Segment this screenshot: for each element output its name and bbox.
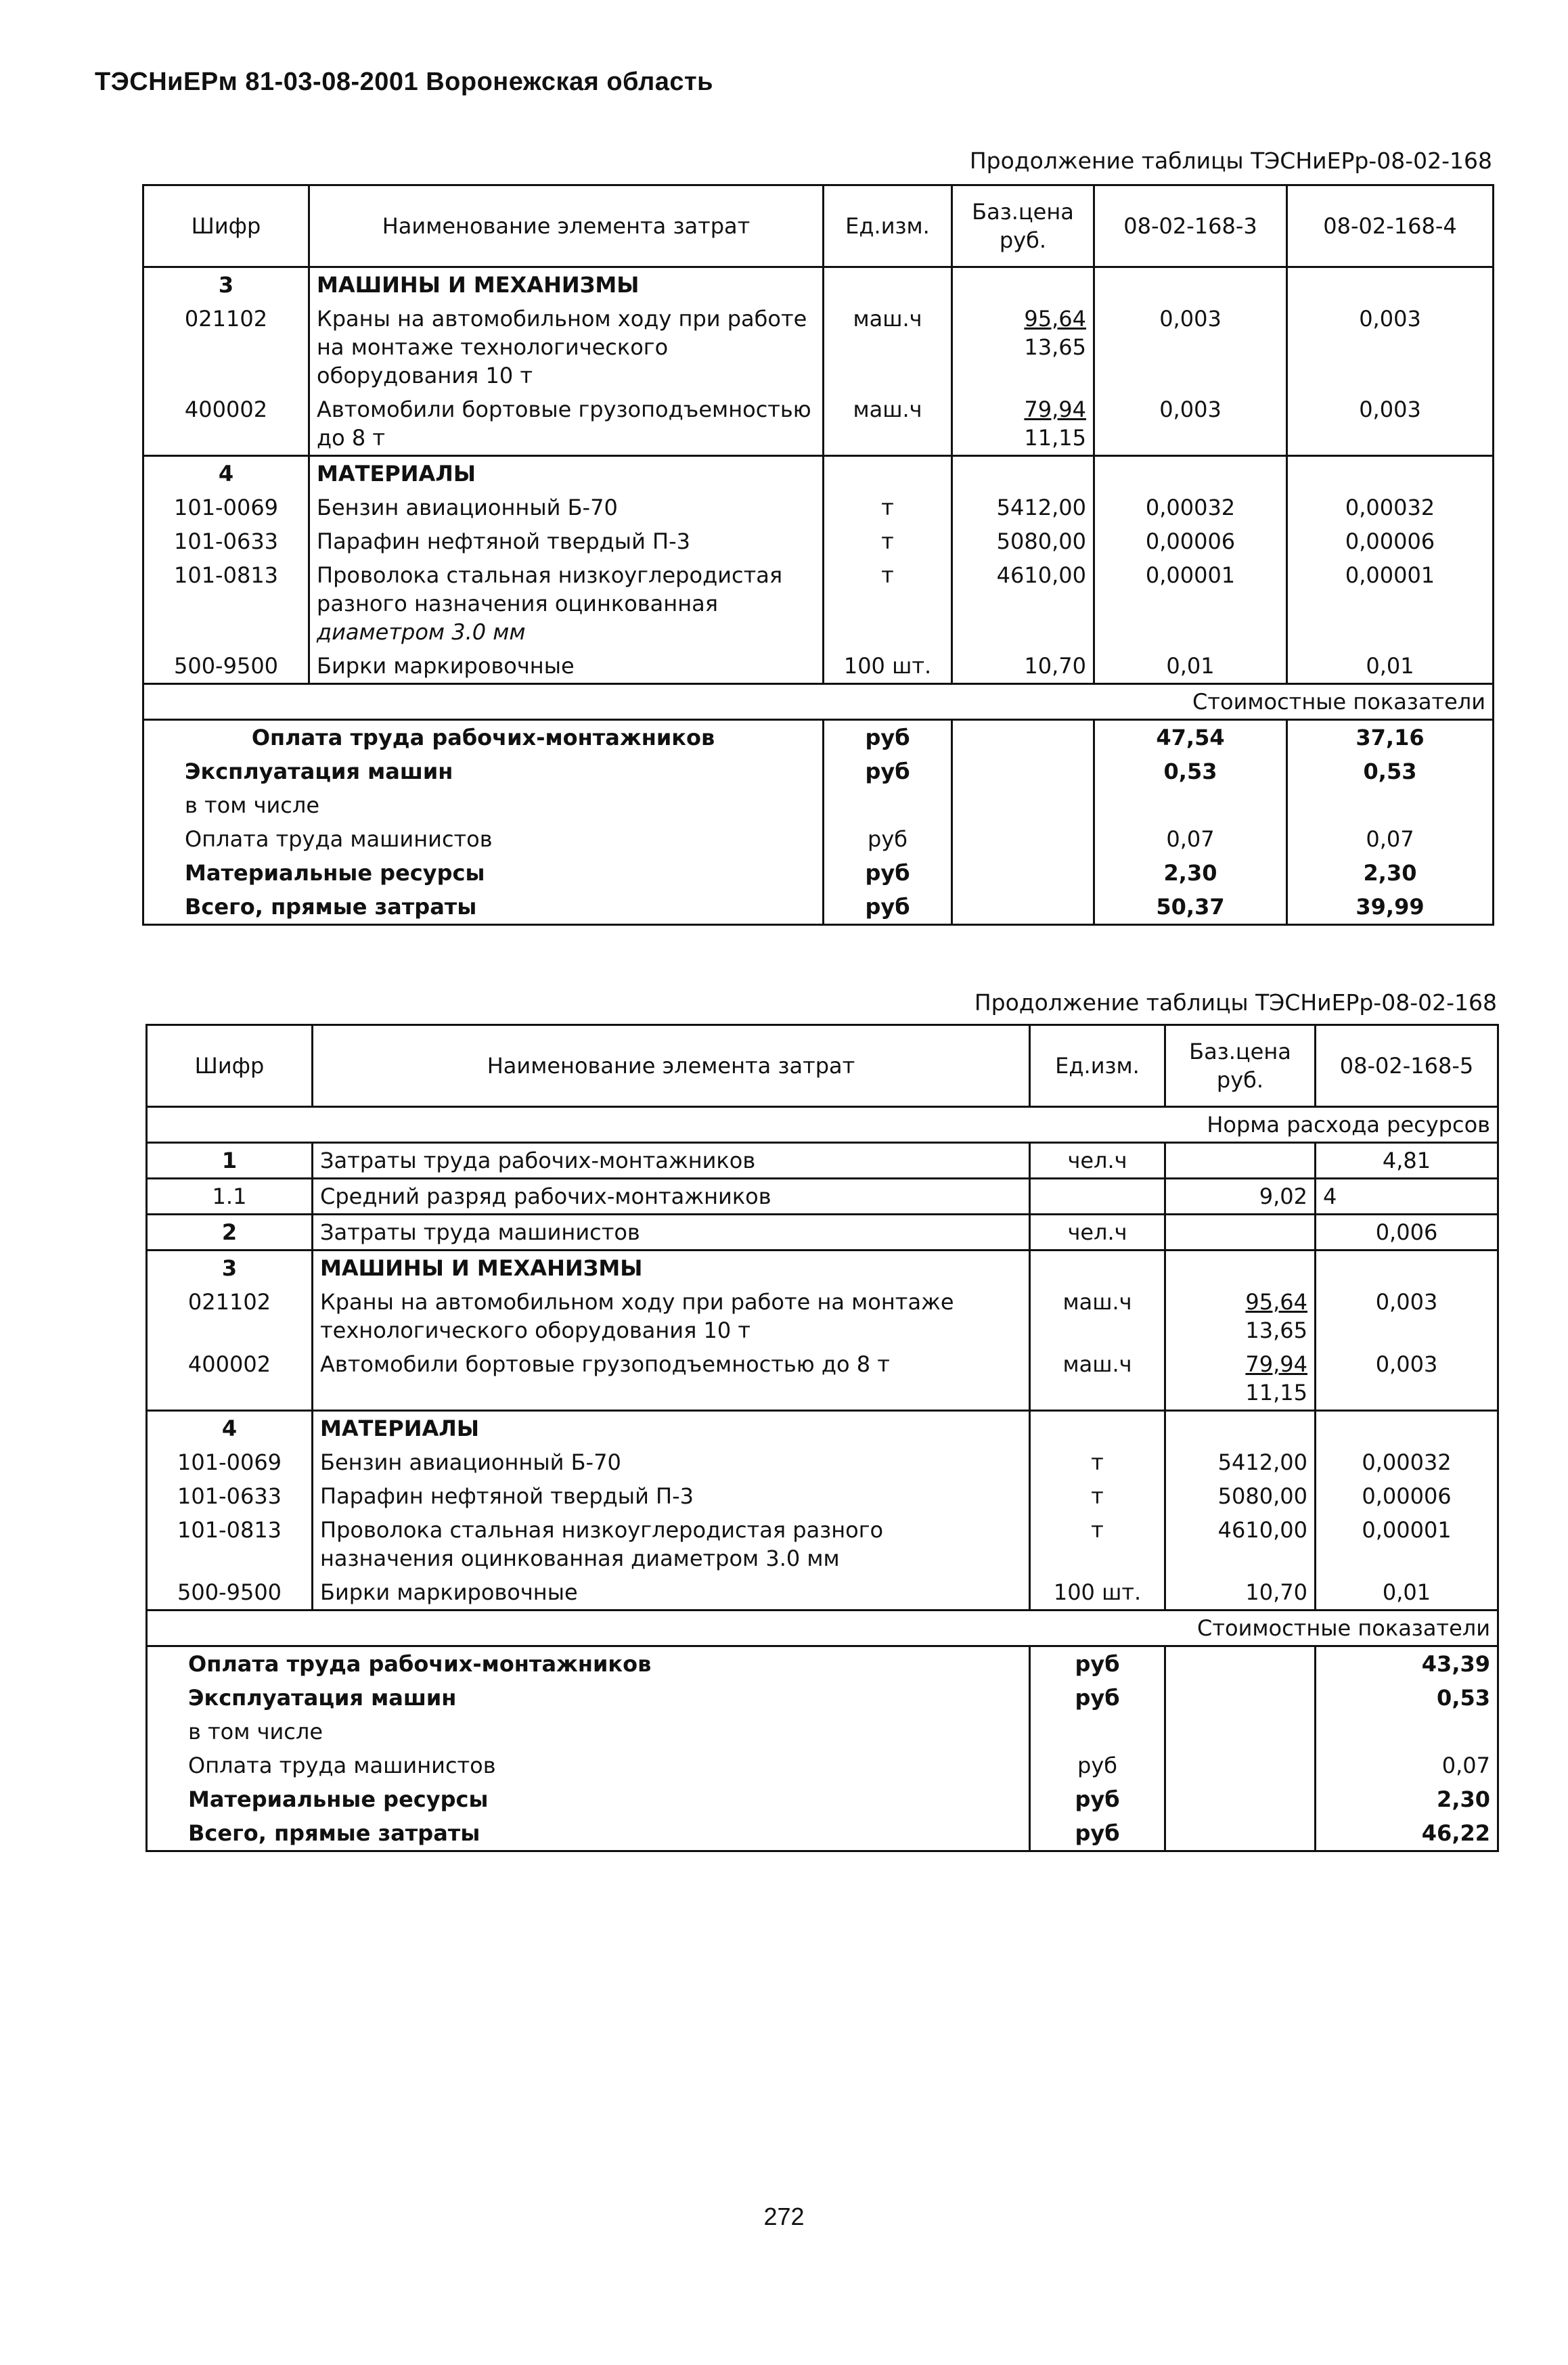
row-name: [309, 558, 824, 649]
table-row: [147, 1347, 1498, 1411]
row-value-1: 0,00032: [1316, 1445, 1498, 1479]
table1-cost-header-row: [143, 684, 1494, 720]
price-wage: 11,15: [1245, 1380, 1307, 1405]
row-unit: т: [824, 524, 952, 558]
table-row: [143, 302, 1494, 392]
row-value-1: 0,003: [1316, 1347, 1498, 1411]
table2-norm-header-row: [147, 1107, 1498, 1143]
labor-name: Средний разряд рабочих-монтажников: [313, 1179, 1030, 1215]
cost-unit: руб: [824, 754, 952, 788]
table1-section-3: [143, 267, 1494, 302]
row-unit: маш.ч: [1030, 1347, 1165, 1411]
row-unit: т: [824, 491, 952, 524]
table1-continuation: Продолжение таблицы ТЭСНиЕРр-08-02-168: [969, 148, 1492, 174]
row-name: Автомобили бортовые грузоподъемностью до 8 т: [313, 1347, 1030, 1411]
row-code: 400002: [143, 392, 309, 456]
table-row: [147, 1513, 1498, 1575]
row-value-1: 0,01: [1316, 1575, 1498, 1611]
cost-unit: руб: [1030, 1646, 1165, 1682]
document-header: ТЭСНиЕРм 81-03-08-2001 Воронежская область: [95, 68, 713, 96]
cost-value-1: 0,07: [1094, 822, 1287, 856]
row-unit: 100 шт.: [1030, 1575, 1165, 1611]
cost-label: Всего, прямые затраты: [143, 890, 824, 925]
table2-header-row: [147, 1025, 1498, 1107]
cost-unit: руб: [1030, 1816, 1165, 1851]
table-row: [147, 1575, 1498, 1611]
table1-header-name: Наименование элемента затрат: [309, 185, 824, 267]
section-number: 3: [143, 267, 309, 302]
cost-row: [147, 1715, 1498, 1749]
row-name: Краны на автомобильном ходу при работе на монтаже технологического оборудования 10 т: [313, 1285, 1030, 1347]
row-code: 400002: [147, 1347, 313, 1411]
cost-value-1: 46,22: [1316, 1816, 1498, 1851]
cost-label: Материальные ресурсы: [147, 1782, 1030, 1816]
row-name: Краны на автомобильном ходу при работе на монтаже технологического оборудования 10 т: [309, 302, 824, 392]
table-row: [147, 1479, 1498, 1513]
row-name: Бензин авиационный Б-70: [309, 491, 824, 524]
section-title: МАТЕРИАЛЫ: [309, 456, 824, 491]
table1-header-code: Шифр: [143, 185, 309, 267]
table2-header-name: Наименование элемента затрат: [313, 1025, 1030, 1107]
row-price: 4610,00: [952, 558, 1094, 649]
table-row: [143, 524, 1494, 558]
table2-section-3: [147, 1251, 1498, 1286]
cost-row: [143, 788, 1494, 822]
table1-header-row: [143, 185, 1494, 267]
table2-header-code: Шифр: [147, 1025, 313, 1107]
cost-value-1: 0,53: [1316, 1681, 1498, 1715]
section-title: МАШИНЫ И МЕХАНИЗМЫ: [309, 267, 824, 302]
cost-value-1: 50,37: [1094, 890, 1287, 925]
row-value-2: 0,00001: [1287, 558, 1494, 649]
table2-section-4: [147, 1411, 1498, 1446]
row-code: 500-9500: [143, 649, 309, 684]
cost-value-2: 2,30: [1287, 856, 1494, 890]
table1-header-unit: Ед.изм.: [824, 185, 952, 267]
row-price: 5412,00: [1165, 1445, 1316, 1479]
row-code: 500-9500: [147, 1575, 313, 1611]
row-value-1: 0,003: [1094, 392, 1287, 456]
section-number: 4: [147, 1411, 313, 1446]
page-number: 272: [763, 2203, 805, 2230]
cost-value-2: 39,99: [1287, 890, 1494, 925]
cost-row: [143, 856, 1494, 890]
table1-header-price: Баз.цена руб.: [952, 185, 1094, 267]
cost-row: [143, 822, 1494, 856]
price-main: 79,94: [1024, 397, 1086, 422]
cost-value-1: 0,07: [1316, 1749, 1498, 1782]
row-name: Проволока стальная низкоуглеродистая разного назначения оцинкованная диаметром 3.0 мм: [313, 1513, 1030, 1575]
cost-value-1: 47,54: [1094, 720, 1287, 755]
cost-unit: руб: [824, 856, 952, 890]
table-row: [143, 649, 1494, 684]
labor-number: 1: [147, 1143, 313, 1179]
row-price: 10,70: [952, 649, 1094, 684]
table1-header-col2: 08-02-168-4: [1287, 185, 1494, 267]
row-value-1: 0,00006: [1094, 524, 1287, 558]
cost-unit: руб: [824, 720, 952, 755]
cost-unit: руб: [1030, 1749, 1165, 1782]
cost-row: [143, 890, 1494, 925]
table2: [145, 1024, 1499, 1852]
cost-row: [147, 1681, 1498, 1715]
cost-value-1: 2,30: [1094, 856, 1287, 890]
cost-unit: руб: [824, 822, 952, 856]
section-number: 3: [147, 1251, 313, 1286]
price-wage: 13,65: [1024, 334, 1086, 360]
table1: [142, 184, 1494, 926]
table1-header-col1: 08-02-168-3: [1094, 185, 1287, 267]
row-value-1: 0,01: [1094, 649, 1287, 684]
cost-value-1: 0,53: [1094, 754, 1287, 788]
norm-header: Норма расхода ресурсов: [1165, 1107, 1498, 1143]
price-wage: 13,65: [1245, 1317, 1307, 1343]
labor-value: 0,006: [1316, 1215, 1498, 1251]
labor-value: 4: [1316, 1179, 1498, 1215]
row-code: 101-0069: [143, 491, 309, 524]
labor-row: [147, 1143, 1498, 1179]
row-value-1: 0,003: [1316, 1285, 1498, 1347]
section-title: МАТЕРИАЛЫ: [313, 1411, 1030, 1446]
row-code: 101-0633: [147, 1479, 313, 1513]
cost-label: Оплата труда рабочих-монтажников: [147, 1646, 1030, 1682]
table2-header-col1: 08-02-168-5: [1316, 1025, 1498, 1107]
row-unit: маш.ч: [824, 302, 952, 392]
table-row: [143, 491, 1494, 524]
row-name-italic: диаметром 3.0 мм: [317, 619, 526, 645]
row-price: [1165, 1285, 1316, 1347]
labor-unit: [1030, 1179, 1165, 1215]
cost-value-1: 2,30: [1316, 1782, 1498, 1816]
row-code: 021102: [147, 1285, 313, 1347]
labor-price: 9,02: [1165, 1179, 1316, 1215]
row-price: 5080,00: [1165, 1479, 1316, 1513]
table-row: [147, 1285, 1498, 1347]
labor-value: 4,81: [1316, 1143, 1498, 1179]
cost-row: [147, 1782, 1498, 1816]
cost-row: [147, 1749, 1498, 1782]
row-unit: 100 шт.: [824, 649, 952, 684]
labor-price: [1165, 1215, 1316, 1251]
row-name: Бирки маркировочные: [313, 1575, 1030, 1611]
labor-unit: чел.ч: [1030, 1215, 1165, 1251]
table2-header-price: Баз.цена руб.: [1165, 1025, 1316, 1107]
row-unit: т: [1030, 1513, 1165, 1575]
row-unit: т: [1030, 1479, 1165, 1513]
cost-row: [143, 754, 1494, 788]
row-code: 101-0813: [143, 558, 309, 649]
row-value-2: 0,00032: [1287, 491, 1494, 524]
price-wage: 11,15: [1024, 425, 1086, 451]
row-name: Бензин авиационный Б-70: [313, 1445, 1030, 1479]
row-price: [952, 302, 1094, 392]
labor-price: [1165, 1143, 1316, 1179]
cost-row: [147, 1816, 1498, 1851]
row-code: 101-0813: [147, 1513, 313, 1575]
cost-unit: руб: [1030, 1681, 1165, 1715]
row-code: 101-0633: [143, 524, 309, 558]
row-code: 021102: [143, 302, 309, 392]
row-price: 5412,00: [952, 491, 1094, 524]
row-name: Автомобили бортовые грузоподъемностью до 8 т: [309, 392, 824, 456]
labor-row: [147, 1179, 1498, 1215]
row-name: Парафин нефтяной твердый П-3: [313, 1479, 1030, 1513]
cost-header: Стоимостные показатели: [1165, 1611, 1498, 1646]
row-value-2: 0,003: [1287, 302, 1494, 392]
row-price: 10,70: [1165, 1575, 1316, 1611]
cost-label: в том числе: [147, 1715, 1030, 1749]
cost-row: [143, 720, 1494, 755]
cost-value-2: 0,53: [1287, 754, 1494, 788]
table-row: [147, 1445, 1498, 1479]
row-name-text: Проволока стальная низкоуглеродистая разного назначения оцинкованная: [317, 562, 783, 616]
cost-label: Эксплуатация машин: [147, 1681, 1030, 1715]
table2-continuation: Продолжение таблицы ТЭСНиЕРр-08-02-168: [974, 989, 1497, 1016]
table2-cost-header-row: [147, 1611, 1498, 1646]
row-name: Бирки маркировочные: [309, 649, 824, 684]
row-unit: маш.ч: [1030, 1285, 1165, 1347]
row-price: 4610,00: [1165, 1513, 1316, 1575]
row-value-1: 0,003: [1094, 302, 1287, 392]
row-unit: т: [1030, 1445, 1165, 1479]
row-value-2: 0,00006: [1287, 524, 1494, 558]
row-name: Парафин нефтяной твердый П-3: [309, 524, 824, 558]
cost-row: [147, 1646, 1498, 1682]
table1-section-4: [143, 456, 1494, 491]
cost-label: Эксплуатация машин: [143, 754, 824, 788]
cost-header: Стоимостные показатели: [1094, 684, 1494, 720]
row-value-1: 0,00001: [1094, 558, 1287, 649]
section-title: МАШИНЫ И МЕХАНИЗМЫ: [313, 1251, 1030, 1286]
price-main: 95,64: [1024, 306, 1086, 332]
section-number: 4: [143, 456, 309, 491]
row-unit: т: [824, 558, 952, 649]
labor-row: [147, 1215, 1498, 1251]
cost-value-1: 43,39: [1316, 1646, 1498, 1682]
price-main: 95,64: [1245, 1289, 1307, 1315]
labor-number: 1.1: [147, 1179, 313, 1215]
labor-name: Затраты труда машинистов: [313, 1215, 1030, 1251]
cost-label: Оплата труда рабочих-монтажников: [143, 720, 824, 755]
labor-name: Затраты труда рабочих-монтажников: [313, 1143, 1030, 1179]
row-value-2: 0,003: [1287, 392, 1494, 456]
table-row: [143, 558, 1494, 649]
cost-unit: руб: [1030, 1782, 1165, 1816]
cost-label: Оплата труда машинистов: [147, 1749, 1030, 1782]
table2-header-unit: Ед.изм.: [1030, 1025, 1165, 1107]
cost-value-2: 0,07: [1287, 822, 1494, 856]
cost-value-2: 37,16: [1287, 720, 1494, 755]
cost-label: Материальные ресурсы: [143, 856, 824, 890]
row-value-2: 0,01: [1287, 649, 1494, 684]
cost-unit: руб: [824, 890, 952, 925]
row-price: [952, 392, 1094, 456]
price-main: 79,94: [1245, 1351, 1307, 1377]
row-unit: маш.ч: [824, 392, 952, 456]
row-price: 5080,00: [952, 524, 1094, 558]
cost-label: Всего, прямые затраты: [147, 1816, 1030, 1851]
labor-unit: чел.ч: [1030, 1143, 1165, 1179]
cost-label: Оплата труда машинистов: [143, 822, 824, 856]
table-row: [143, 392, 1494, 456]
row-code: 101-0069: [147, 1445, 313, 1479]
labor-number: 2: [147, 1215, 313, 1251]
cost-label: в том числе: [143, 788, 824, 822]
row-value-1: 0,00001: [1316, 1513, 1498, 1575]
row-price: [1165, 1347, 1316, 1411]
row-value-1: 0,00006: [1316, 1479, 1498, 1513]
row-value-1: 0,00032: [1094, 491, 1287, 524]
